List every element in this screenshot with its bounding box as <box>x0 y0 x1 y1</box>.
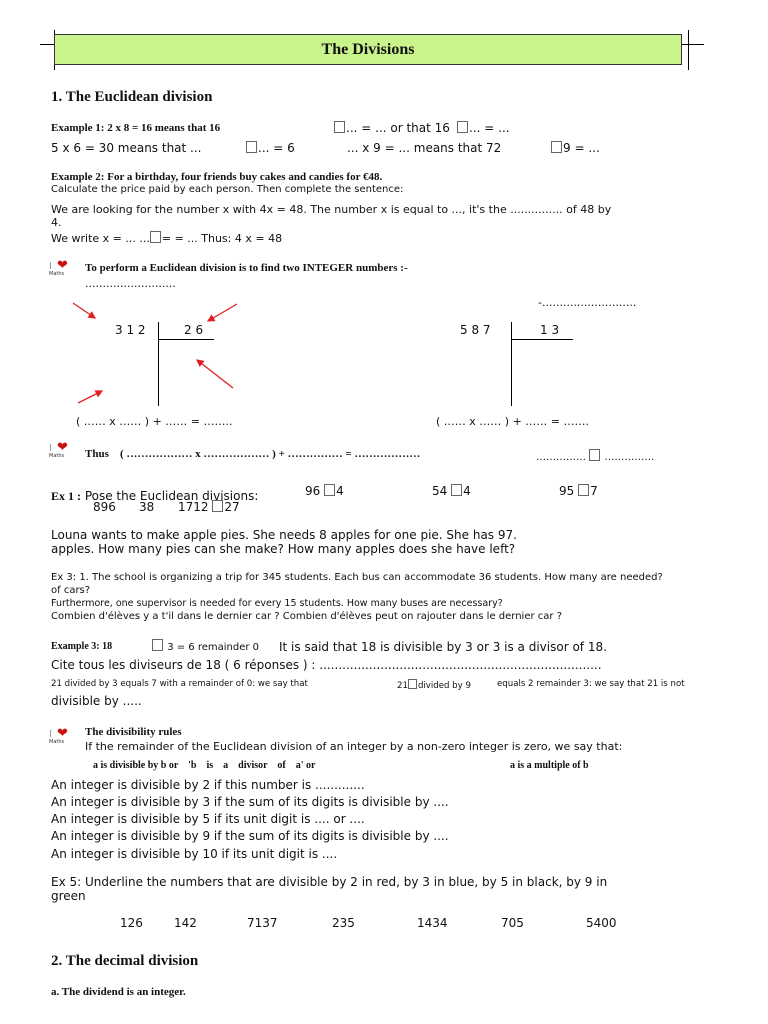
division-symbol-icon <box>589 449 600 461</box>
ex5-number: 235 <box>332 916 355 930</box>
rule1-text: To perform a Euclidean division is to find two INTEGER numbers :- <box>85 262 408 274</box>
ex5-number: 142 <box>174 916 197 930</box>
rules-item: An integer is divisible by 5 if its unit digit is .... or .... <box>51 812 365 826</box>
ex5-line1: Ex 5: Underline the numbers that are divisible by 2 in red, by 3 in blue, by 5 in black, by 9 in <box>51 875 608 889</box>
ex1-n2: 38 <box>139 500 155 514</box>
division-symbol-icon <box>578 484 589 496</box>
ex5-line2: green <box>51 889 86 903</box>
maths-heart-logo-icon: ❤ Maths <box>49 440 68 459</box>
ex1-d2b: 4 <box>463 484 471 498</box>
example3-line21f: divisible by ..... <box>51 694 142 708</box>
logo-label: Maths <box>49 271 65 277</box>
ex1-d1b: 4 <box>336 484 344 498</box>
example1-part1-text: ... = ... or that 16 <box>346 121 450 135</box>
rules-item: An integer is divisible by 9 if the sum of its digits is divisible by .... <box>51 829 449 843</box>
example1-line2b-text: ... = 6 <box>258 141 295 155</box>
ex1-n3 <box>178 500 240 514</box>
division-a-divisor: 2 6 <box>184 323 204 337</box>
division-symbol-icon <box>324 484 335 496</box>
arrow-to-dividend <box>73 303 95 318</box>
example1-line2d-text: 9 = ... <box>563 141 600 155</box>
rules-item: An integer is divisible by 3 if the sum of its digits is divisible by .... <box>51 795 449 809</box>
thus-formula: ( ……………… x ……………… ) + …………… = ……………… <box>120 448 421 460</box>
example3-line21e: equals 2 remainder 3: we say that 21 is not <box>497 679 685 689</box>
division-a-check: ( …… x …… ) + …… = …….. <box>76 415 233 428</box>
arrow-to-quotient <box>197 360 233 388</box>
example2-label: Example 2: For a birthday, four friends buy cakes and candies for €48. <box>51 171 383 183</box>
division-symbol-icon <box>152 639 163 651</box>
ex5-number: 1434 <box>417 916 448 930</box>
arrow-to-divisor <box>208 304 237 321</box>
ex1-text: Pose the Euclidean divisions: <box>84 489 259 503</box>
division-symbol-icon <box>451 484 462 496</box>
section1-heading: 1. The Euclidean division <box>51 89 213 105</box>
ex1-division2 <box>432 484 471 498</box>
ex1-d2a: 54 <box>432 484 448 498</box>
ex1-n3-a: 1712 <box>178 500 209 514</box>
rules-item: An integer is divisible by 10 if its unit digit is .... <box>51 847 338 861</box>
rules-item: An integer is divisible by 2 if this number is ............. <box>51 778 365 792</box>
example1-label: Example 1: 2 x 8 = 16 means that 16 <box>51 122 221 134</box>
ex3-line4: Combien d'élèves y a t'il dans le dernier car ? Combien d'élèves peut on rajouter dans le dernier car ? <box>51 611 563 622</box>
example3-part2: It is said that 18 is divisible by 3 or 3 is a divisor of 18. <box>279 640 607 654</box>
division-symbol-icon <box>212 500 223 512</box>
louna-line2: apples. How many pies can she make? How many apples does she have left? <box>51 542 516 556</box>
logo-label: Maths <box>49 739 65 745</box>
maths-heart-logo-icon: ❤ Maths <box>49 726 68 745</box>
division-b-dividend: 5 8 7 <box>460 323 491 337</box>
thus-label: Thus <box>85 448 109 460</box>
rules-heading: The divisibility rules <box>85 726 182 738</box>
example3-line21a: 21 divided by 3 equals 7 with a remainder of 0: we say that <box>51 679 308 689</box>
example3-label: Example 3: 18 <box>51 641 113 652</box>
maths-heart-logo-icon: ❤ Maths <box>49 258 68 277</box>
example2-line2a: We write x = ... ... <box>51 232 150 245</box>
arrow-to-remainder <box>78 391 102 403</box>
division-b-check: ( …… x …… ) + …… = ……. <box>436 415 589 428</box>
division-a-dividend: 3 1 2 <box>115 323 146 337</box>
example2-line1: We are looking for the number x with 4x = 48. The number x is equal to ..., it's the ............... of 48 by <box>51 203 612 216</box>
example3-cite: Cite tous les diviseurs de 18 ( 6 réponses ) : .......................................................................... <box>51 658 602 672</box>
rule1-dots: .......................... <box>85 277 176 290</box>
line21b-b: divided by <box>417 681 463 691</box>
ex1-label: Ex 1 : <box>51 489 81 503</box>
example3-part1-text: 3 = 6 remainder 0 <box>167 642 260 653</box>
example2-line1b: 4. <box>51 216 62 229</box>
example3-line21b <box>397 679 471 691</box>
example1-part2-text: ... = ... <box>469 121 510 135</box>
ex1-division1 <box>305 484 344 498</box>
ex1-d1a: 96 <box>305 484 321 498</box>
example2-line2b: = = ... Thus: 4 x = 48 <box>161 232 283 245</box>
page-title: The Divisions <box>321 41 415 58</box>
rules-def-right: a is a multiple of b <box>510 760 589 771</box>
rule1-dots-right: -........................... <box>538 296 637 309</box>
ex1-d3b: 7 <box>590 484 598 498</box>
thus-right <box>536 449 654 463</box>
example3-part1 <box>152 639 259 653</box>
line21b-c: 9 <box>465 681 471 691</box>
example2-instruction: Calculate the price paid by each person. Then complete the sentence: <box>51 184 404 195</box>
ex5-number: 705 <box>501 916 524 930</box>
thus-right-b: …………… <box>604 452 655 463</box>
ex3-line2: of cars? <box>51 585 91 596</box>
ex1-n3-b: 27 <box>224 500 240 514</box>
ex1-division3 <box>559 484 598 498</box>
ex1-d3a: 95 <box>559 484 575 498</box>
line21b-a: 21 <box>397 681 408 691</box>
louna-line1: Louna wants to make apple pies. She needs 8 apples for one pie. She has 97. <box>51 528 517 542</box>
ex5-number: 5400 <box>586 916 617 930</box>
example1-line2c: ... x 9 = ... means that 72 <box>347 141 502 155</box>
division-symbol-icon <box>408 679 417 689</box>
ex3-line1: Ex 3: 1. The school is organizing a trip for 345 students. Each bus can accommodate 36 students. How many are needed? <box>51 572 663 583</box>
logo-label: Maths <box>49 453 65 459</box>
thus-right-a: …………… <box>536 452 586 463</box>
division-b-divisor: 1 3 <box>540 323 560 337</box>
ex3-line3: Furthermore, one supervisor is needed for every 15 students. How many buses are necessary? <box>51 598 503 609</box>
section2-sub: a. The dividend is an integer. <box>51 986 186 998</box>
ex1-n1: 896 <box>93 500 116 514</box>
section2-heading: 2. The decimal division <box>51 953 199 969</box>
rules-def-left: a is divisible by b or 'b is a divisor of a' or <box>93 760 316 771</box>
rules-intro: If the remainder of the Euclidean division of an integer by a non-zero integer is zero, we say that: <box>85 740 623 753</box>
ex5-number: 7137 <box>247 916 278 930</box>
example1-line2a: 5 x 6 = 30 means that ... <box>51 141 202 155</box>
ex5-number: 126 <box>120 916 143 930</box>
